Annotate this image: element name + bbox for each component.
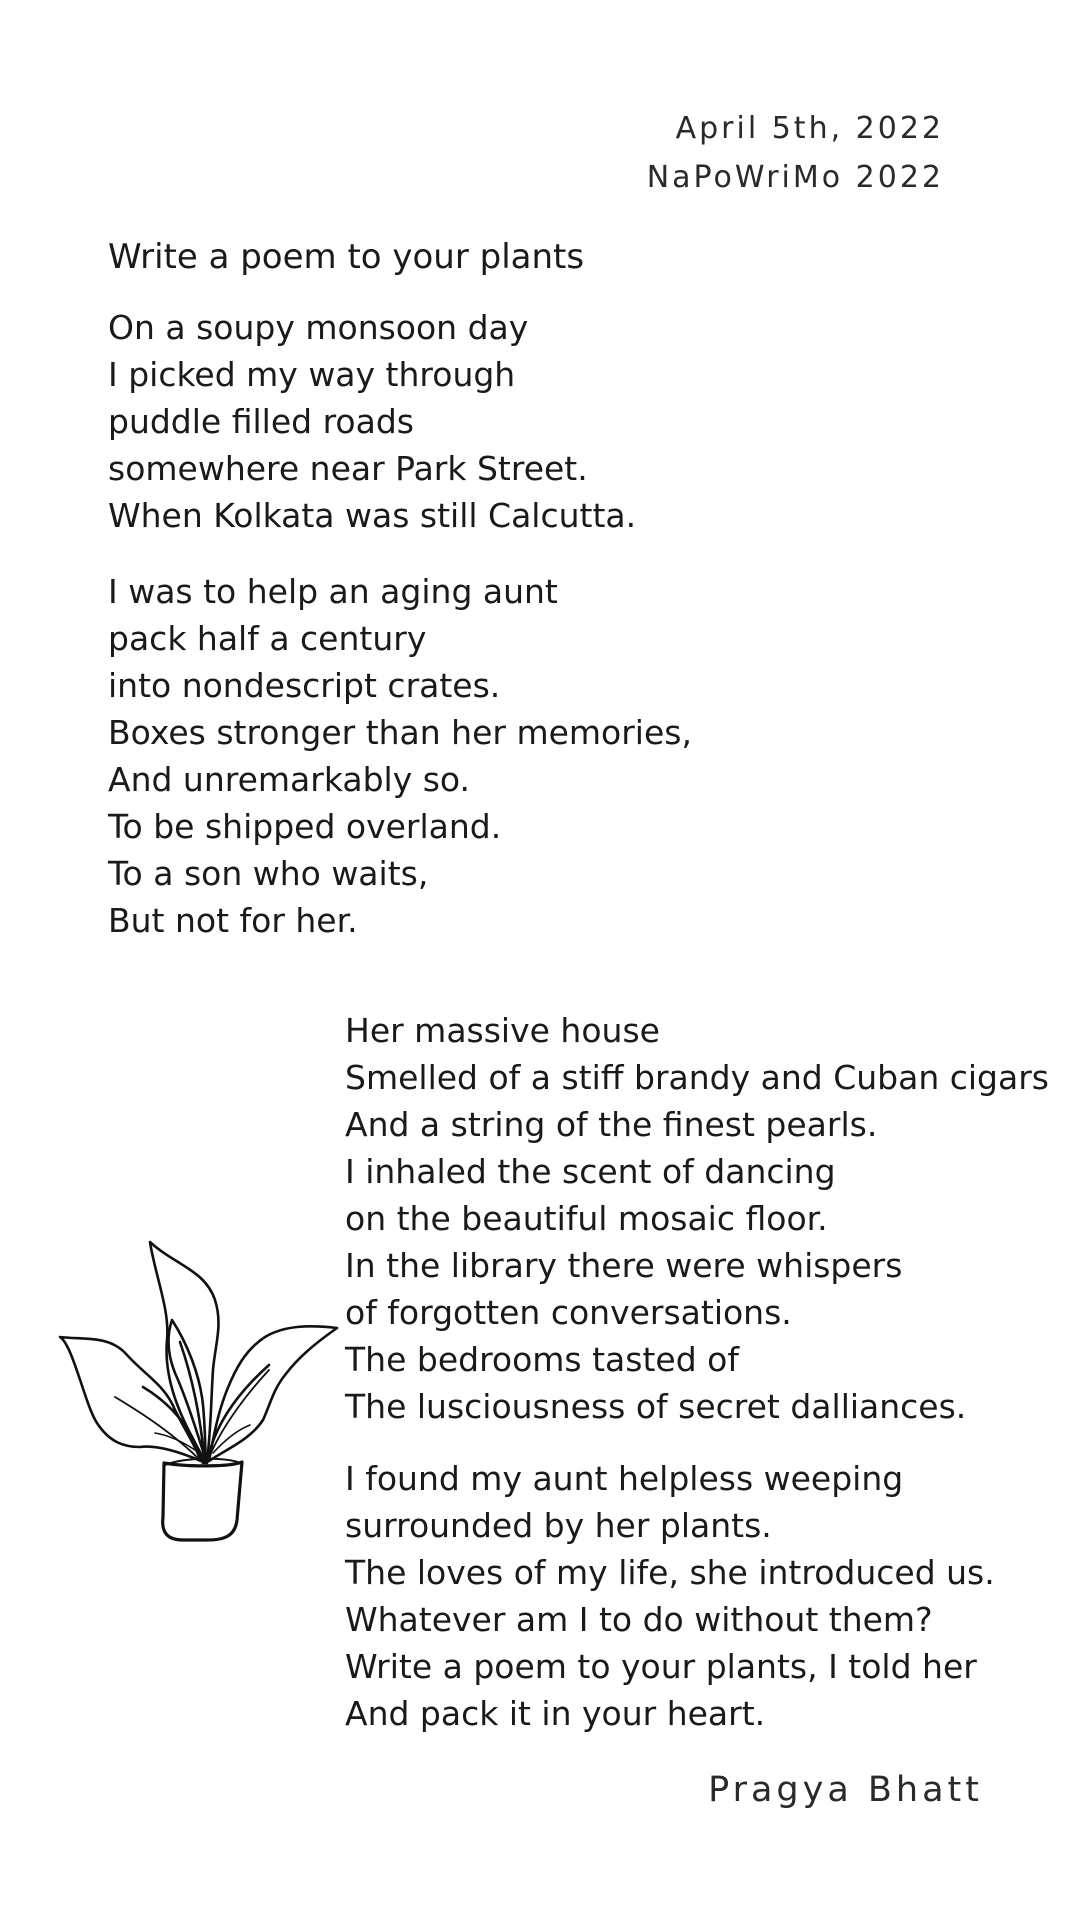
- poem-line: into nondescript crates.: [108, 666, 501, 705]
- poem-header: [647, 104, 944, 202]
- event-name: NaPoWriMo 2022: [646, 160, 944, 195]
- potted-plant-icon: [55, 1225, 340, 1545]
- poem-line: Her massive house: [345, 1011, 660, 1050]
- poem-line: The lusciousness of secret dalliances.: [345, 1387, 967, 1426]
- poem-line: puddle filled roads: [108, 402, 414, 441]
- poem-line: And pack it in your heart.: [345, 1694, 766, 1733]
- poem-line: Write a poem to your plants, I told her: [345, 1647, 977, 1686]
- stanza-3: [345, 1007, 1049, 1430]
- poem-line: The loves of my life, she introduced us.: [345, 1553, 995, 1592]
- poem-line: The bedrooms tasted of: [345, 1340, 739, 1379]
- poem-line: Boxes stronger than her memories,: [108, 713, 692, 752]
- poem-line: On a soupy monsoon day: [108, 308, 529, 347]
- poem-line: surrounded by her plants.: [345, 1506, 772, 1545]
- poem-line: I was to help an aging aunt: [108, 572, 558, 611]
- poem-line: of forgotten conversations.: [345, 1293, 792, 1332]
- poem-line: But not for her.: [108, 901, 358, 940]
- poem-line: When Kolkata was still Calcutta.: [108, 496, 637, 535]
- poem-title: Write a poem to your plants: [108, 237, 585, 277]
- stanza-4: [345, 1455, 995, 1737]
- poem-line: To a son who waits,: [108, 854, 429, 893]
- author-signature: Pragya Bhatt: [708, 1770, 983, 1810]
- poem-line: Smelled of a stiff brandy and Cuban cigars: [345, 1058, 1049, 1097]
- poem-line: And a string of the finest pearls.: [345, 1105, 878, 1144]
- stanza-1: [108, 304, 636, 539]
- poem-line: To be shipped overland.: [108, 807, 502, 846]
- poem-line: I found my aunt helpless weeping: [345, 1459, 904, 1498]
- poem-line: I picked my way through: [108, 355, 516, 394]
- poem-line: Whatever am I to do without them?: [345, 1600, 933, 1639]
- poem-line: pack half a century: [108, 619, 427, 658]
- stanza-2: [108, 568, 692, 944]
- poem-line: somewhere near Park Street.: [108, 449, 588, 488]
- poem-line: on the beautiful mosaic floor.: [345, 1199, 828, 1238]
- poem-date: April 5th, 2022: [675, 111, 944, 146]
- poem-line: In the library there were whispers: [345, 1246, 903, 1285]
- poem-line: And unremarkably so.: [108, 760, 471, 799]
- poem-line: I inhaled the scent of dancing: [345, 1152, 836, 1191]
